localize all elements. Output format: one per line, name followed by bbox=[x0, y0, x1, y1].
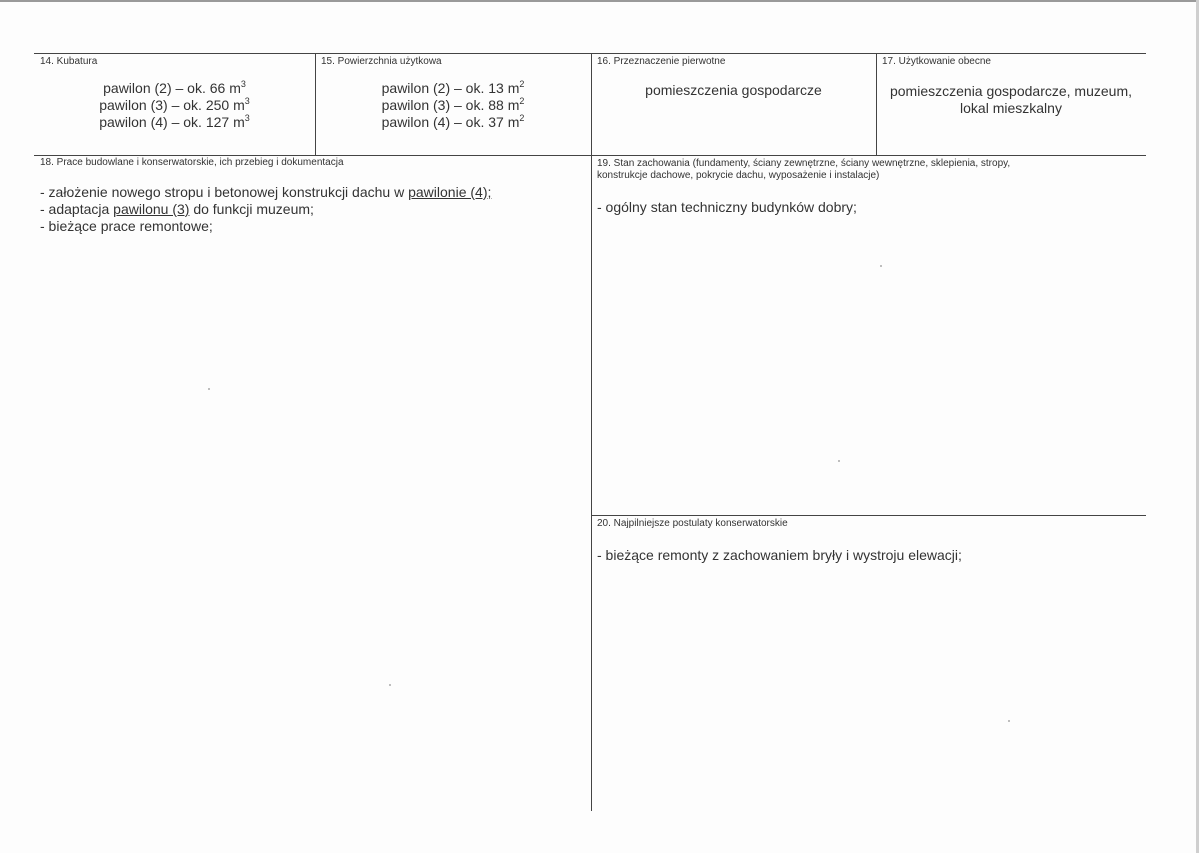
field-14-label: 14. Kubatura bbox=[40, 56, 98, 67]
list-item: - adaptacja pawilonu (3) do funkcji muzeum; bbox=[40, 201, 314, 217]
scan-speck bbox=[1008, 720, 1010, 722]
col-divider-main bbox=[591, 53, 592, 811]
field-17-values bbox=[876, 83, 1146, 117]
field-17-label: 17. Użytkowanie obecne bbox=[882, 56, 991, 67]
field-14-line: pawilon (2) – ok. 66 $m^3$ bbox=[103, 79, 246, 96]
list-item: - bieżące remonty z zachowaniem bryły i wystroju elewacji; bbox=[597, 547, 962, 563]
field-14-line: pawilon (3) – ok. 250 $m^3$ bbox=[99, 96, 250, 113]
field-15-line: pawilon (3) – ok. 88 $m^2$ bbox=[381, 96, 525, 113]
field-18-label: 18. Prace budowlane i konserwatorskie, ich przebieg i dokumentacja bbox=[40, 157, 344, 168]
field-14-values bbox=[34, 80, 315, 131]
scan-speck bbox=[208, 388, 210, 390]
list-item: - ogólny stan techniczny budynków dobry; bbox=[597, 199, 857, 215]
field-15-line: pawilon (4) – ok. 37 $m^2$ bbox=[381, 113, 525, 130]
list-item: - założenie nowego stropu i betonowej konstrukcji dachu w pawilonie (4); bbox=[40, 184, 492, 200]
field-17-value-line: pomieszczenia gospodarcze, muzeum, bbox=[889, 83, 1132, 99]
row-divider-top bbox=[34, 53, 1146, 54]
field-20-label: 20. Najpilniejsze postulaty konserwatorskie bbox=[597, 518, 788, 529]
row-divider-field-20 bbox=[591, 515, 1146, 516]
list-item: - bieżące prace remontowe; bbox=[40, 218, 213, 234]
field-19-list bbox=[597, 199, 857, 216]
scan-edge-top bbox=[0, 0, 1199, 2]
scan-speck bbox=[880, 265, 882, 267]
field-15-label: 15. Powierzchnia użytkowa bbox=[321, 56, 442, 67]
row-divider-middle bbox=[34, 155, 1146, 156]
field-15-values bbox=[315, 80, 591, 131]
pawilon-3-reference: pawilonu (3) bbox=[113, 201, 190, 217]
field-20-list bbox=[597, 547, 962, 564]
pawilon-4-reference: pawilonie (4); bbox=[408, 184, 492, 200]
field-16-label: 16. Przeznaczenie pierwotne bbox=[597, 56, 726, 67]
field-15-line: pawilon (2) – ok. 13 $m^2$ bbox=[381, 79, 525, 96]
field-19-label: 19. Stan zachowania (fundamenty, ściany zewnętrzne, ściany wewnętrzne, sklepienia, stropy, konstrukcje dachowe, pokrycie dachu, wyposażenie i instalacje) bbox=[597, 158, 1011, 181]
scan-speck bbox=[838, 460, 840, 462]
field-18-list bbox=[40, 184, 491, 235]
field-16-value: pomieszczenia gospodarcze bbox=[645, 82, 822, 98]
field-16-values bbox=[591, 82, 876, 99]
field-17-value-line: lokal mieszkalny bbox=[960, 100, 1062, 116]
field-14-line: pawilon (4) – ok. 127 $m^3$ bbox=[99, 113, 250, 130]
scan-speck bbox=[389, 684, 391, 686]
